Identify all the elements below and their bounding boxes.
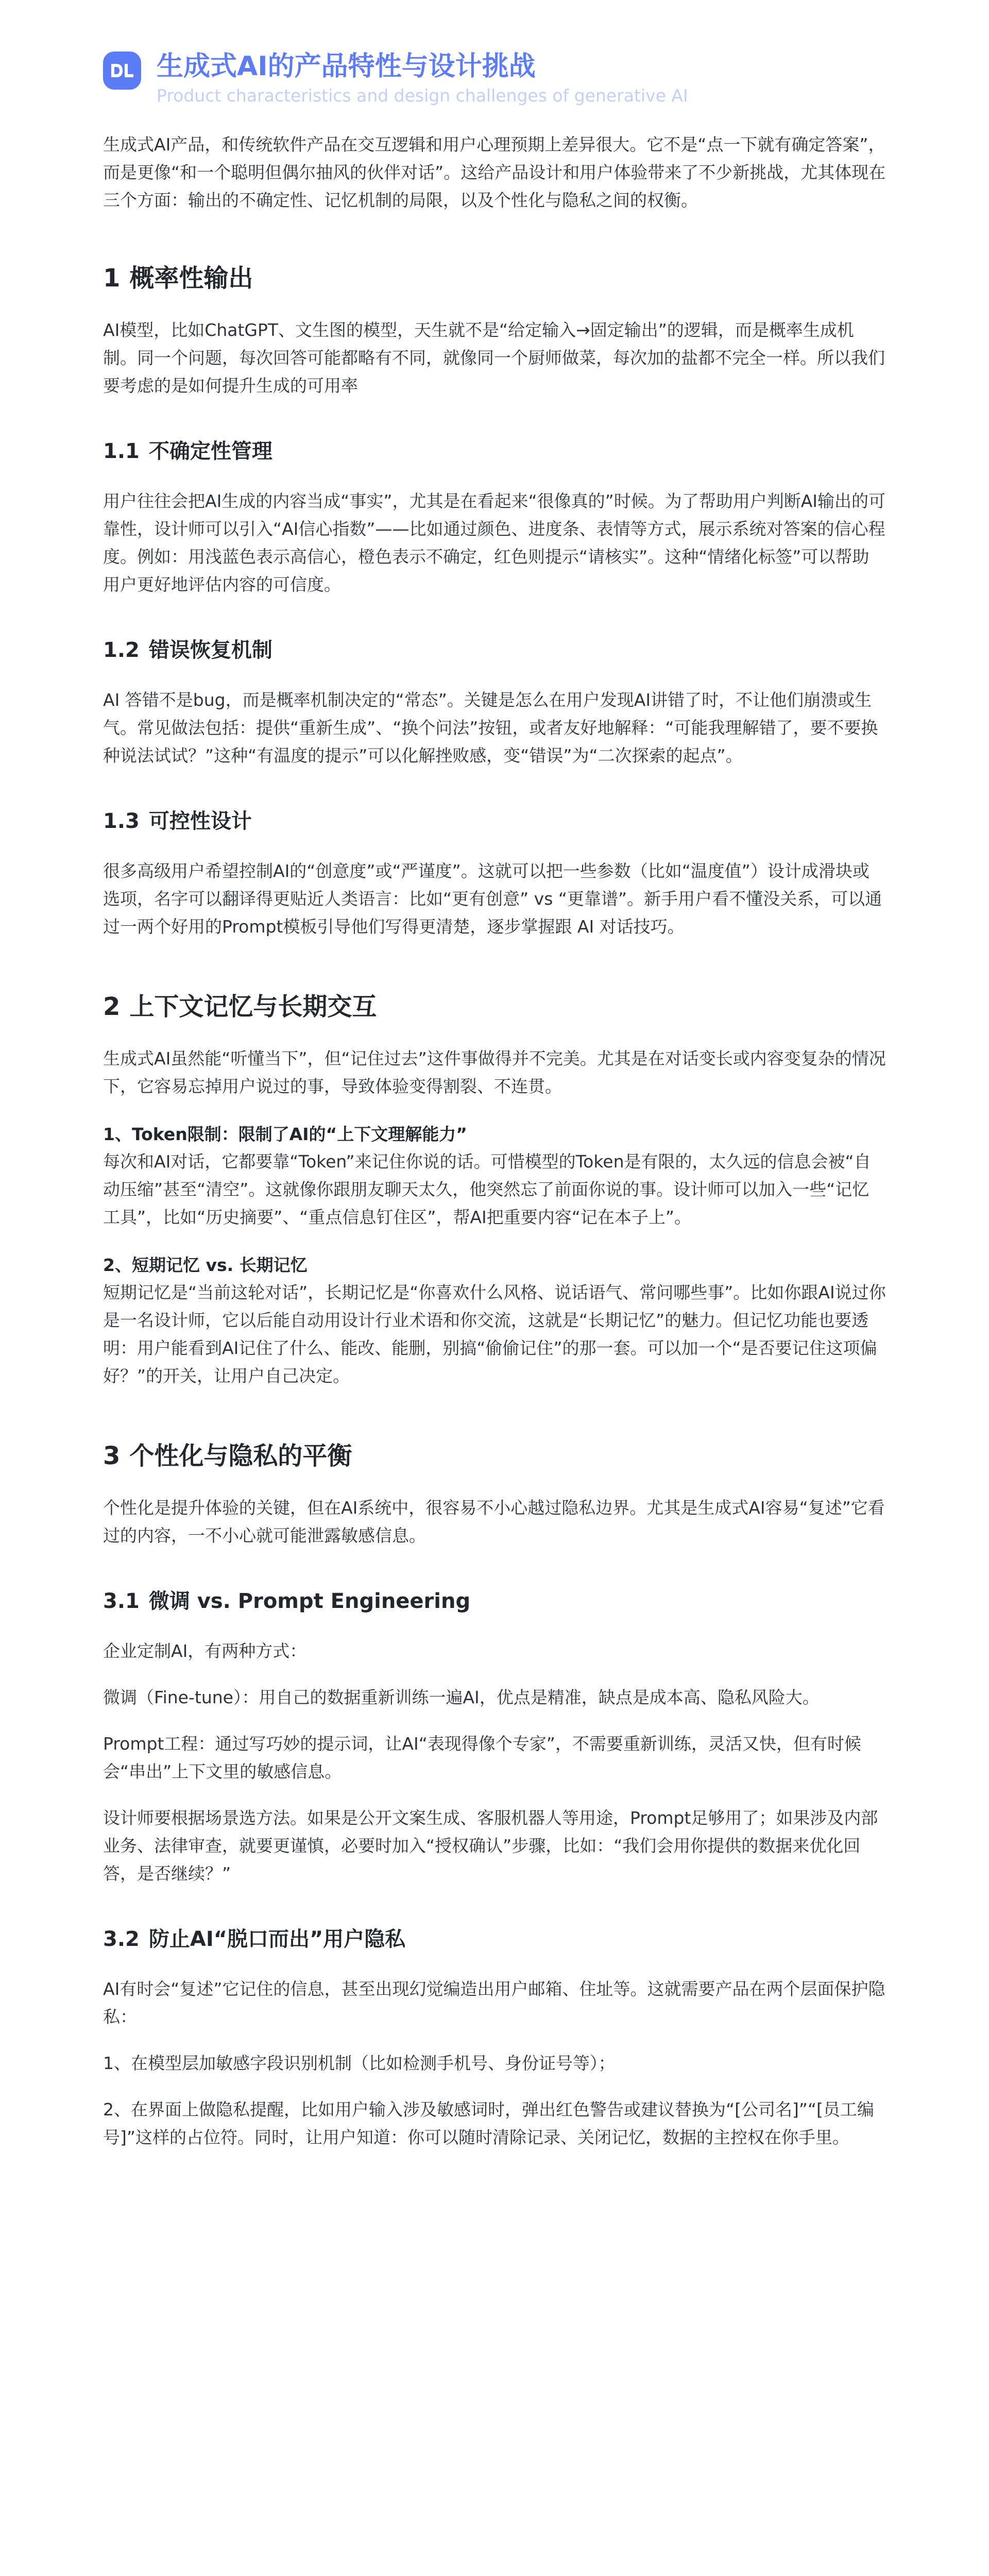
section-heading bbox=[103, 262, 886, 295]
item-paragraph: 短期记忆是“当前这轮对话”，长期记忆是“你喜欢什么风格、说话语气、常问哪些事”。比如你跟AI说过你是一名设计师，它以后能自动用设计行业术语和你交流，这就是“长期记忆”的魅力。但记忆功能也要透明：用户能看到AI记住了什么、能改、能删，别搞“偷偷记住”的那一套。可以加一个“是否要记住这项偏好？”的开关，让用户自己决定。 bbox=[103, 1282, 886, 1386]
subsection-title: 可控性设计 bbox=[148, 809, 252, 833]
subsection-number: 1.1 bbox=[103, 439, 140, 463]
intro-paragraph: 生成式AI产品，和传统软件产品在交互逻辑和用户心理预期上差异很大。它不是“点一下就有确定答案”，而是更像“和一个聪明但偶尔抽风的伙伴对话”。这给产品设计和用户体验带来了不少新挑战，尤其体现在三个方面：输出的不确定性、记忆机制的局限，以及个性化与隐私之间的权衡。 bbox=[103, 134, 886, 210]
subsection-number: 3.1 bbox=[103, 1589, 140, 1613]
subsection-paragraph: 设计师要根据场景选方法。如果是公开文案生成、客服机器人等用途，Prompt足够用了；如果涉及内部业务、法律审查，就要更谨慎，必要时加入“授权确认”步骤，比如：“我们会用你提供的数据来优化回答，是否继续？” bbox=[103, 1808, 878, 1884]
subsection-title: 不确定性管理 bbox=[148, 439, 272, 463]
page-subtitle: Product characteristics and design challenges of generative AI bbox=[157, 86, 688, 106]
item-heading: 1、Token限制：限制了AI的“上下文理解能力” bbox=[103, 1124, 467, 1144]
subsection-paragraph: 1、在模型层加敏感字段识别机制（比如检测手机号、身份证号等）； bbox=[103, 2053, 616, 2073]
subsection-number: 3.2 bbox=[103, 1927, 140, 1951]
subsection-paragraph: 企业定制AI，有两种方式： bbox=[103, 1641, 307, 1661]
section-context-memory bbox=[103, 990, 886, 1390]
subsection-paragraph: 2、在界面上做隐私提醒，比如用户输入涉及敏感词时，弹出红色警告或建议替换为“[公司名]”“[员工编号]”这样的占位符。同时，让用户知道：你可以随时清除记录、关闭记忆，数据的主控权在你手里。 bbox=[103, 2099, 874, 2147]
subsection-paragraph: 微调（Fine-tune）：用自己的数据重新训练一遍AI，优点是精准，缺点是成本高、隐私风险大。 bbox=[103, 1687, 820, 1707]
subsection-title: 防止AI“脱口而出”用户隐私 bbox=[148, 1927, 406, 1951]
section-number: 3 bbox=[103, 1442, 121, 1470]
section-number: 2 bbox=[103, 992, 121, 1021]
article-header bbox=[103, 49, 886, 107]
subsection-heading bbox=[103, 1587, 886, 1616]
subsection-heading bbox=[103, 437, 886, 466]
section-number: 1 bbox=[103, 264, 121, 293]
subsection-paragraph: 很多高级用户希望控制AI的“创意度”或“严谨度”。这就可以把一些参数（比如“温度值”）设计成滑块或选项，名字可以翻译得更贴近人类语言：比如“更有创意” vs “更靠谱”。新手用户看不懂没关系，可以通过一两个好用的Prompt模板引导他们写得更清楚，逐步掌握跟 AI 对话技巧。 bbox=[103, 861, 882, 937]
section-paragraph: AI模型，比如ChatGPT、文生图的模型，天生就不是“给定输入→固定输出”的逻辑，而是概率生成机制。同一个问题，每次回答可能都略有不同，就像同一个厨师做菜，每次加的盐都不完全一样。所以我们要考虑的是如何提升生成的可用率 bbox=[103, 320, 885, 396]
subsection-heading bbox=[103, 636, 886, 665]
subsection-paragraph: AI 答错不是bug，而是概率机制决定的“常态”。关键是怎么在用户发现AI讲错了时，不让他们崩溃或生气。常见做法包括：提供“重新生成”、“换个问法”按钮，或者友好地解释：“可能我理解错了，要不要换种说法试试？”这种“有温度的提示”可以化解挫败感，变“错误”为“二次探索的起点”。 bbox=[103, 690, 878, 766]
subsection-paragraph: 用户往往会把AI生成的内容当成“事实”，尤其是在看起来“很像真的”时候。为了帮助用户判断AI输出的可靠性，设计师可以引入“AI信心指数”——比如通过颜色、进度条、表情等方式，展示系统对答案的信心程度。例如：用浅蓝色表示高信心，橙色表示不确定，红色则提示“请核实”。这种“情绪化标签”可以帮助用户更好地评估内容的可信度。 bbox=[103, 491, 885, 595]
dl-logo-icon bbox=[110, 63, 134, 78]
subsection-number: 1.3 bbox=[103, 809, 140, 833]
section-heading bbox=[103, 1439, 886, 1472]
subsection-paragraph: AI有时会“复述”它记住的信息，甚至出现幻觉编造出用户邮箱、住址等。这就需要产品在两个层面保护隐私： bbox=[103, 1979, 885, 2027]
section-paragraph: 生成式AI虽然能“听懂当下”，但“记住过去”这件事做得并不完美。尤其是在对话变长或内容变复杂的情况下，它容易忘掉用户说过的事，导致体验变得割裂、不连贯。 bbox=[103, 1048, 886, 1096]
item-paragraph: 每次和AI对话，它都要靠“Token”来记住你说的话。可惜模型的Token是有限的，太久远的信息会被“自动压缩”甚至“清空”。这就像你跟朋友聊天太久，他突然忘了前面你说的事。设计师可以加入一些“记忆工具”，比如“历史摘要”、“重点信息钉住区”，帮AI把重要内容“记在本子上”。 bbox=[103, 1151, 871, 1227]
section-title: 概率性输出 bbox=[129, 264, 253, 293]
subsection-paragraph: Prompt工程：通过写巧妙的提示词，让AI“表现得像个专家”，不需要重新训练，灵活又快，但有时候会“串出”上下文里的敏感信息。 bbox=[103, 1734, 861, 1782]
brand-logo bbox=[103, 52, 141, 90]
header-text bbox=[157, 49, 688, 107]
subsection-number: 1.2 bbox=[103, 638, 140, 662]
subsection-heading bbox=[103, 807, 886, 836]
section-title: 个性化与隐私的平衡 bbox=[129, 1442, 352, 1470]
section-heading bbox=[103, 990, 886, 1023]
item-heading: 2、短期记忆 vs. 长期记忆 bbox=[103, 1255, 308, 1275]
section-personalization-privacy bbox=[103, 1439, 886, 2151]
subsection-heading bbox=[103, 1925, 886, 1954]
subsection-title: 错误恢复机制 bbox=[148, 638, 272, 662]
section-title: 上下文记忆与长期交互 bbox=[129, 992, 377, 1021]
section-probabilistic-output bbox=[103, 262, 886, 941]
subsection-title: 微调 vs. Prompt Engineering bbox=[148, 1589, 471, 1613]
page-title: 生成式AI的产品特性与设计挑战 bbox=[157, 51, 536, 82]
section-paragraph: 个性化是提升体验的关键，但在AI系统中，很容易不小心越过隐私边界。尤其是生成式AI容易“复述”它看过的内容，一不小心就可能泄露敏感信息。 bbox=[103, 1498, 885, 1546]
